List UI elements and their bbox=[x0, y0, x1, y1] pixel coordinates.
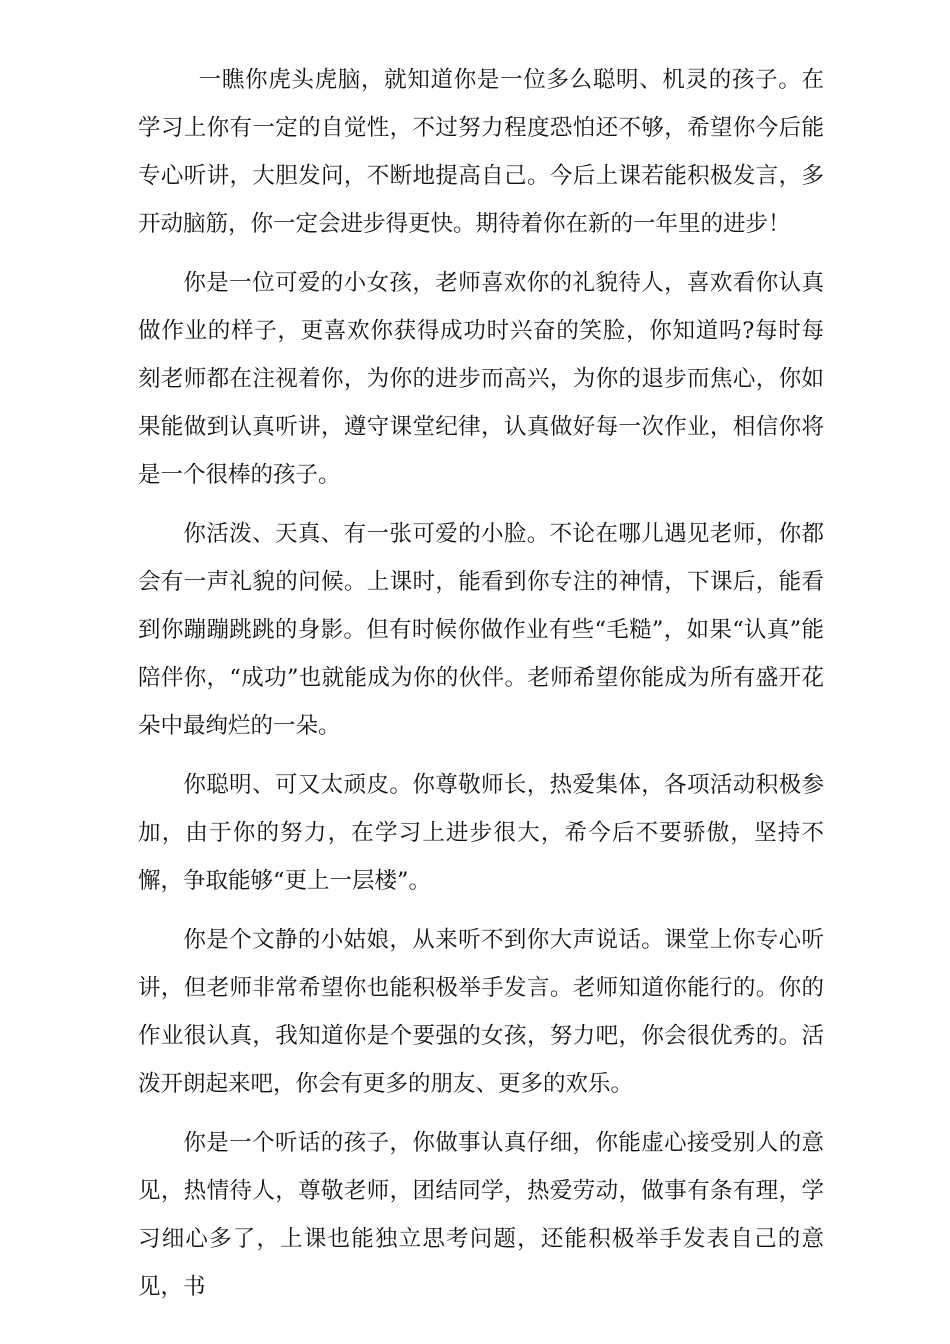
paragraph-text: 你聪明、可又太顽皮。你尊敬师长，热爱集体，各项活动积极参加，由于你的努力，在学习上进步很大，希今后不要骄傲，坚持不懈，争取能够“更上一层楼”。 bbox=[138, 772, 824, 894]
paragraph-6 bbox=[138, 1119, 824, 1311]
paragraph-text: 你是一位可爱的小女孩，老师喜欢你的礼貌待人，喜欢看你认真做作业的样子，更喜欢你获得成功时兴奋的笑脸，你知道吗?每时每刻老师都在注视着你，为你的进步而高兴，为你的退步而焦心，你如果能做到认真听讲，遵守课堂纪律，认真做好每一次作业，相信你将是一个很棒的孩子。 bbox=[138, 270, 824, 488]
paragraph-3 bbox=[138, 510, 824, 750]
paragraph-1 bbox=[138, 56, 824, 248]
paragraph-text: 你活泼、天真、有一张可爱的小脸。不论在哪儿遇见老师，你都会有一声礼貌的问候。上课时，能看到你专注的神情，下课后，能看到你蹦蹦跳跳的身影。但有时候你做作业有些“毛糙”，如果“认真”能陪伴你，“成功”也就能成为你的伙伴。老师希望你能成为所有盛开花朵中最绚烂的一朵。 bbox=[138, 521, 824, 739]
paragraph-2 bbox=[138, 259, 824, 499]
paragraph-text: 你是一个听话的孩子，你做事认真仔细，你能虚心接受别人的意见，热情待人，尊敬老师，团结同学，热爱劳动，做事有条有理，学习细心多了，上课也能独立思考问题，还能积极举手发表自己的意见，书 bbox=[138, 1130, 824, 1300]
paragraph-text: 你是个文静的小姑娘，从来听不到你大声说话。课堂上你专心听讲，但老师非常希望你也能积极举手发言。老师知道你能行的。你的作业很认真，我知道你是个要强的女孩，努力吧，你会很优秀的。活泼开朗起来吧，你会有更多的朋友、更多的欢乐。 bbox=[138, 927, 824, 1097]
paragraph-5 bbox=[138, 916, 824, 1108]
document-body bbox=[138, 56, 824, 1322]
paragraph-4 bbox=[138, 761, 824, 905]
paragraph-text: 一瞧你虎头虎脑，就知道你是一位多么聪明、机灵的孩子。在学习上你有一定的自觉性，不过努力程度恐怕还不够，希望你今后能专心听讲，大胆发问，不断地提高自己。今后上课若能积极发言，多开动脑筋，你一定会进步得更快。期待着你在新的一年里的进步！ bbox=[138, 67, 824, 237]
